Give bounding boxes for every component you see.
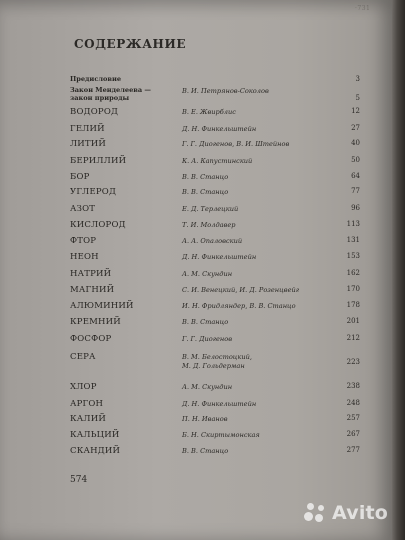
toc-entry-author: Т. И. Молдавер — [182, 221, 236, 229]
toc-entry-author: И. Н. Фридляндер, В. В. Станцо — [182, 302, 296, 310]
toc-entry-page: 248 — [346, 399, 360, 407]
avito-dots-logo-icon — [302, 502, 328, 524]
toc-entry-author: А. М. Скундин — [182, 383, 233, 391]
toc-entry-title: ФТОР — [70, 236, 97, 246]
toc-entry-page: 170 — [346, 285, 360, 293]
toc-entry-author: Д. Н. Финкельштейн — [182, 253, 257, 261]
toc-entry-title: КИСЛОРОД — [70, 220, 126, 230]
toc-entry-page: 178 — [346, 301, 360, 309]
toc-entry-author: В. В. Станцо — [182, 173, 229, 181]
toc-entry-title: АЛЮМИНИЙ — [70, 301, 134, 311]
toc-entry-author: В. Е. Жвирблис — [182, 108, 236, 116]
toc-entry-title: ГЕЛИЙ — [70, 124, 105, 134]
toc-entry-author: В. И. Петрянов-Соколов — [182, 87, 269, 95]
toc-entry-author: К. А. Капустинский — [182, 157, 253, 165]
toc-entry-page: 96 — [351, 204, 360, 212]
toc-entry — [0, 86, 392, 106]
toc-entry-title: Закон Менделеева — закон природы — [70, 86, 152, 102]
toc-entry-author: Д. Н. Финкельштейн — [182, 125, 257, 133]
toc-entry-page: 267 — [346, 430, 360, 438]
toc-entry-title: НЕОН — [70, 252, 99, 262]
watermark-brand: Avito — [332, 502, 389, 524]
toc-entry-page: 257 — [346, 414, 360, 422]
toc-entry-author: С. И. Венецкий, И. Д. Розенцвейг — [182, 286, 300, 294]
toc-entry-author: В. М. Белостоцкий, М. Д. Гольдерман — [182, 353, 252, 370]
toc-entry-author: Б. Н. Скиртымонская — [182, 431, 260, 439]
toc-entry-page: 162 — [346, 269, 360, 277]
toc-entry-title: СКАНДИЙ — [70, 446, 121, 456]
toc-entry-title: БЕРИЛЛИЙ — [70, 156, 127, 166]
toc-entry-author: Е. Д. Терлецкий — [182, 205, 239, 213]
toc-entry-title: КАЛЬЦИЙ — [70, 430, 120, 440]
toc-entry-title: МАГНИЙ — [70, 285, 115, 295]
toc-entry-author: Г. Г. Диогенов, В. И. Штейнов — [182, 140, 290, 148]
toc-entry-page: 277 — [346, 446, 360, 454]
corner-mark: ·731 — [355, 5, 371, 12]
toc-entry-page: 212 — [346, 334, 360, 342]
toc-entry-author: А. М. Скундин — [182, 270, 233, 278]
toc-entry-title: ХЛОР — [70, 382, 97, 392]
toc-entry-title: АРГОН — [70, 399, 104, 409]
toc-entry-page: 131 — [346, 236, 360, 244]
toc-entry-page: 64 — [351, 172, 360, 180]
toc-entry-title: ФОСФОР — [70, 334, 112, 344]
toc-entry-page: 223 — [346, 358, 360, 366]
toc-entry-page: 50 — [351, 156, 360, 164]
toc-entry-title: УГЛЕРОД — [70, 187, 117, 197]
toc-entry-page: 238 — [346, 382, 360, 390]
toc-entry-author: Д. Н. Финкельштейн — [182, 400, 257, 408]
page-title: СОДЕРЖАНИЕ — [74, 37, 187, 51]
toc-entry-title: Предисловие — [70, 75, 122, 83]
toc-entry-author: В. В. Станцо — [182, 447, 229, 455]
toc-entry-page: 153 — [346, 252, 360, 260]
toc-entry-title: БОР — [70, 172, 90, 182]
page-shadow-edge — [392, 0, 405, 540]
toc-entry-author: П. Н. Иванов — [182, 415, 228, 423]
toc-entry-page: 113 — [346, 220, 360, 228]
toc-entry-title: АЗОТ — [70, 204, 96, 214]
toc-entry-author: В. В. Станцо — [182, 188, 229, 196]
toc-entry-title: КРЕМНИЙ — [70, 317, 121, 327]
toc-entry-page: 77 — [351, 187, 360, 195]
toc-entry-author: В. В. Станцо — [182, 318, 229, 326]
toc-entry-author: А. А. Опаловский — [182, 237, 243, 245]
toc-entry — [0, 446, 392, 466]
toc-entry-title: ЛИТИЙ — [70, 139, 107, 149]
toc-entry-title: ВОДОРОД — [70, 107, 119, 117]
toc-entry-page: 12 — [351, 107, 360, 115]
toc-entry — [0, 352, 392, 372]
toc-entry-page: 3 — [355, 75, 360, 83]
toc-entry-page: 40 — [351, 139, 360, 147]
toc-entry-page: 201 — [346, 317, 360, 325]
toc-entry-title: НАТРИЙ — [70, 269, 112, 279]
toc-entry-title: КАЛИЙ — [70, 414, 106, 424]
toc-entry-author: Г. Г. Диогенов — [182, 335, 233, 343]
watermark — [302, 502, 388, 524]
toc-entry-title: СЕРА — [70, 352, 96, 362]
toc-entry — [0, 334, 392, 354]
toc-entry-page: 5 — [355, 94, 360, 102]
page-number: 574 — [70, 475, 88, 485]
toc-entry-page: 27 — [351, 124, 360, 132]
